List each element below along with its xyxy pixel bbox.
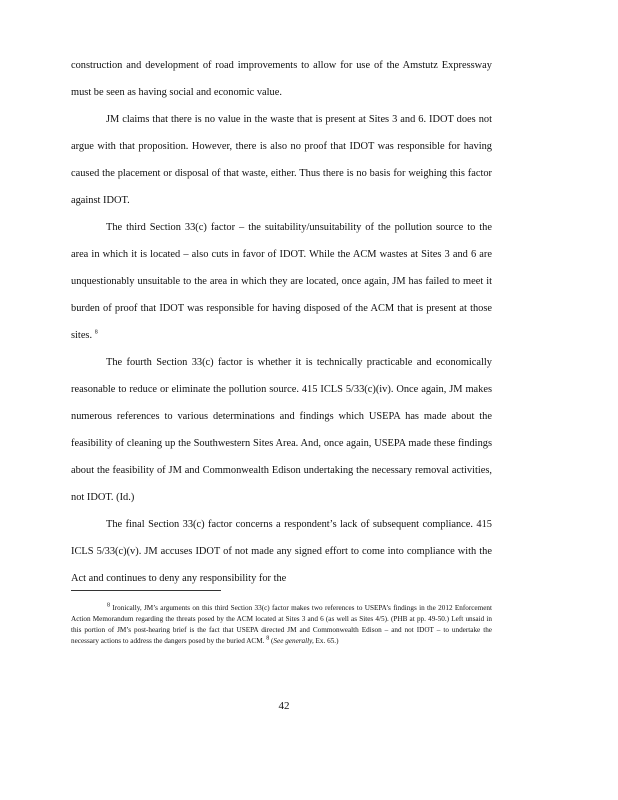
paragraph-text: The fourth Section 33(c) factor is whether it is technically practicable and economically reasonable to reduce or eliminate the pollution source. 415 ICLS 5/33(c)(iv). Once again, JM makes numerous references to various determinations and findings which USEPA has made about the feasibility of cleaning up the Southwestern Sites Area. And, once again, USEPA made these findings about the feasibility of JM and Commonwealth Edison undertaking the necessary removal activities, not IDOT. (Id.) xyxy=(71,357,492,503)
paragraph xyxy=(71,214,492,349)
paragraph xyxy=(71,349,492,511)
footnote-separator xyxy=(71,590,221,591)
footnote-text: Ironically, JM’s arguments on this third Section 33(c) factor makes two references to USEPA’s findings in the 2012 Enforcement Action Memorandum regarding the threats posed by the ACM located at Sites 3 and 6 (as well as Sites 4/5). (PHB at pp. 49-50.) Left unsaid in this portion of JM’s post-hearing brief is the fact that USEPA directed JM and Commonwealth Edison – and not IDOT – to undertake the necessary actions to address the dangers posed by the buried ACM. xyxy=(71,604,492,645)
paragraph xyxy=(71,106,492,214)
body-text xyxy=(71,52,492,592)
paragraph-text: The third Section 33(c) factor – the suitability/unsuitability of the pollution source to the area in which it is located – also cuts in favor of IDOT. While the ACM wastes at Sites 3 and 6 are unquestionably unsuitable to the area in which they are located, once again, JM has failed to meet it burden of proof that IDOT was responsible for having disposed of the ACM that is present at those sites. xyxy=(71,222,492,341)
footnote-marker: 8 xyxy=(107,602,110,609)
footnote-see-generally: See generally, xyxy=(273,637,314,645)
footnote-citation: Ex. 65.) xyxy=(315,637,339,645)
footnote-inner-reference: 8 xyxy=(266,635,270,642)
paragraph-text: construction and development of road improvements to allow for use of the Amstutz Expressway must be seen as having social and economic value. xyxy=(71,60,492,98)
paragraph xyxy=(71,511,492,592)
paragraph-text: JM claims that there is no value in the waste that is present at Sites 3 and 6. IDOT does not argue with that proposition. However, there is also no proof that IDOT was responsible for having caused the placement or disposal of that waste, either. Thus there is no basis for weighing this factor against IDOT. xyxy=(71,114,492,206)
footnote-open-paren: ( xyxy=(271,637,274,645)
paragraph xyxy=(71,52,492,106)
footnote xyxy=(71,603,492,647)
paragraph-text: The final Section 33(c) factor concerns a respondent’s lack of subsequent compliance. 415 ICLS 5/33(c)(v). JM accuses IDOT of not made any signed effort to come into compliance with the Act and continues to deny any responsibility for the xyxy=(71,519,492,584)
page-number: 42 xyxy=(278,700,290,712)
footnote-reference: 8 xyxy=(94,329,98,336)
